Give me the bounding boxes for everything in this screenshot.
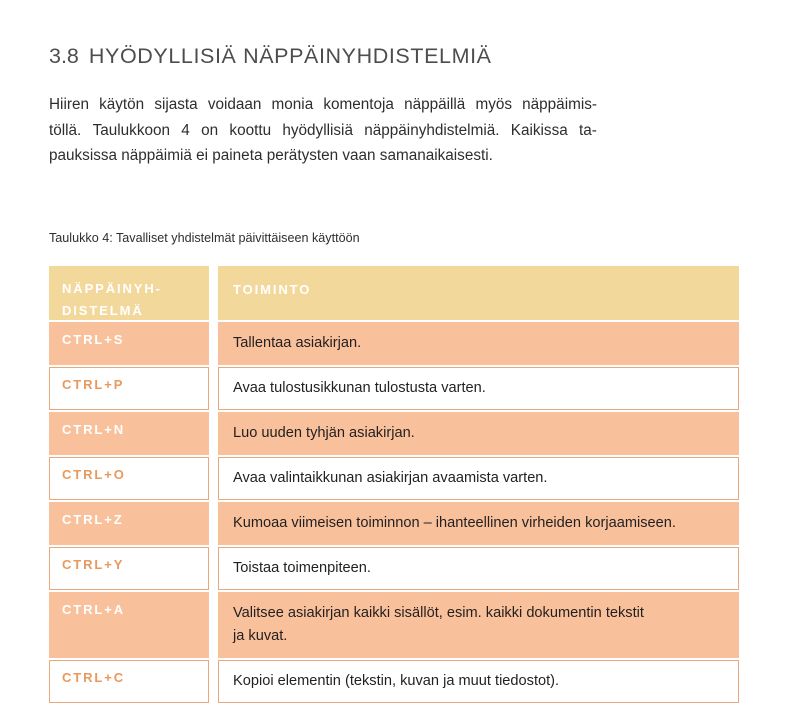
shortcut-description-cell (218, 457, 739, 500)
intro-paragraph (49, 92, 597, 169)
shortcut-description-cell (218, 547, 739, 590)
table-header-row (49, 266, 739, 320)
section-title-text: HYÖDYLLISIÄ NÄPPÄINYHDISTELMIÄ (88, 44, 492, 68)
section-number: 3.8 (49, 44, 79, 68)
table-row (49, 547, 739, 590)
shortcut-description-line: Valitsee asiakirjan kaikki sisällöt, esim. kaikki dokumentin tekstit (233, 605, 644, 621)
shortcut-description-line: Luo uuden tyhjän asiakirjan. (233, 425, 415, 441)
shortcut-description-line: Tallentaa asiakirjan. (233, 335, 362, 351)
shortcut-description-line: Kopioi elementin (tekstin, kuvan ja muut tiedostot). (233, 673, 560, 689)
paragraph-line-3: pauksissa näppäimiä ei paineta perätysten vaan samanaikaisesti. (49, 147, 493, 164)
table-row (49, 367, 739, 410)
paragraph-line-2: töllä. Taulukkoon 4 on koottu hyödyllisiä näppäinyhdistelmiä. Kaikissa ta- (49, 121, 597, 139)
shortcut-description-cell (218, 322, 739, 365)
table-row (49, 502, 739, 545)
shortcut-key-cell: CTRL+N (49, 412, 209, 455)
shortcut-description-cell (218, 592, 739, 658)
shortcut-key-cell: CTRL+C (49, 660, 209, 703)
shortcut-key-cell: CTRL+Y (49, 547, 209, 590)
shortcuts-table (49, 266, 739, 705)
shortcut-key-cell: CTRL+A (49, 592, 209, 658)
table-row (49, 322, 739, 365)
shortcut-description-line: Avaa tulostusikkunan tulostusta varten. (233, 380, 486, 396)
table-header-desc: TOIMINTO (218, 266, 739, 320)
table-header-key-line1: NÄPPÄINYH- (62, 281, 162, 296)
shortcut-description-cell (218, 412, 739, 455)
shortcut-description-line: Kumoaa viimeisen toiminnon – ihanteellinen virheiden korjaamiseen. (233, 515, 676, 531)
table-header-key-line2: DISTELMÄ (62, 303, 144, 318)
table-row (49, 412, 739, 455)
shortcut-description-cell (218, 502, 739, 545)
page-title (49, 44, 492, 69)
table-header-key (49, 266, 209, 320)
shortcut-description-line: ja kuvat. (233, 628, 288, 644)
table-caption: Taulukko 4: Tavalliset yhdistelmät päivittäiseen käyttöön (49, 231, 360, 245)
shortcut-key-cell: CTRL+P (49, 367, 209, 410)
table-row (49, 457, 739, 500)
shortcut-description-cell (218, 367, 739, 410)
shortcut-description-cell (218, 660, 739, 703)
shortcut-key-cell: CTRL+O (49, 457, 209, 500)
shortcut-description-line: Avaa valintaikkunan asiakirjan avaamista varten. (233, 470, 548, 486)
shortcut-key-cell: CTRL+S (49, 322, 209, 365)
table-row (49, 660, 739, 703)
table-row (49, 592, 739, 658)
paragraph-line-1: Hiiren käytön sijasta voidaan monia komentoja näppäillä myös näppäimis- (49, 96, 597, 113)
shortcut-description-line: Toistaa toimenpiteen. (233, 560, 371, 576)
shortcut-key-cell: CTRL+Z (49, 502, 209, 545)
